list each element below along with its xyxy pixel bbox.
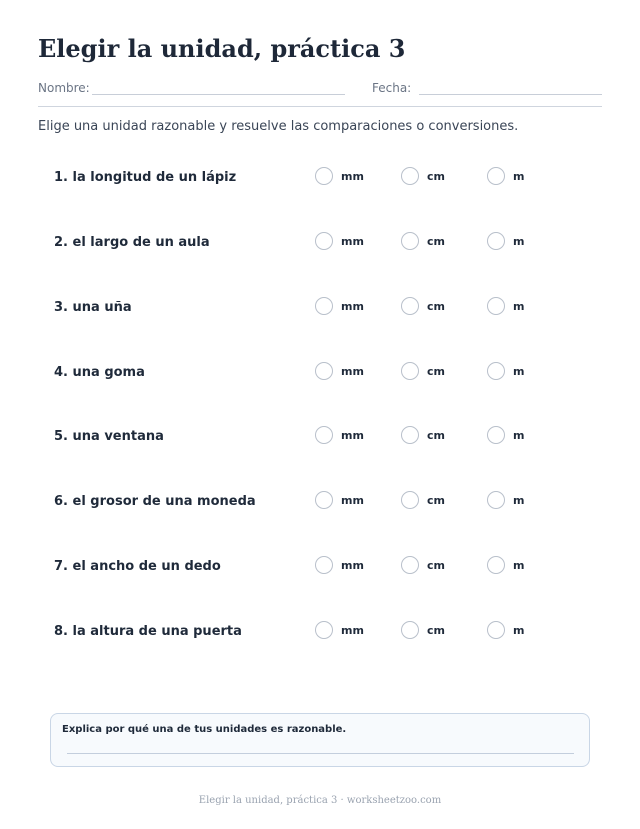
question-2: 2. el largo de un aula mm cm m [54, 232, 594, 254]
radio-button[interactable] [315, 362, 333, 380]
date-field[interactable] [419, 94, 602, 95]
radio-button[interactable] [401, 491, 419, 509]
radio-button[interactable] [315, 167, 333, 185]
radio-button[interactable] [401, 362, 419, 380]
radio-button[interactable] [315, 426, 333, 444]
radio-button[interactable] [315, 232, 333, 250]
radio-button[interactable] [487, 621, 505, 639]
question-text: 2. el largo de un aula [54, 235, 210, 250]
radio-button[interactable] [315, 297, 333, 315]
question-7: 7. el ancho de un dedo mm cm m [54, 556, 594, 578]
question-text: 8. la altura de una puerta [54, 624, 242, 639]
explanation-prompt: Explica por qué una de tus unidades es razonable. [62, 724, 347, 735]
explanation-box [50, 713, 590, 767]
radio-button[interactable] [487, 556, 505, 574]
radio-button[interactable] [487, 232, 505, 250]
radio-button[interactable] [315, 556, 333, 574]
radio-button[interactable] [401, 556, 419, 574]
radio-button[interactable] [315, 491, 333, 509]
page-title: Elegir la unidad, práctica 3 [38, 34, 406, 63]
question-3: 3. una uña mm cm m [54, 297, 594, 319]
question-text: 7. el ancho de un dedo [54, 559, 221, 574]
question-text: 6. el grosor de una moneda [54, 494, 256, 509]
question-text: 4. una goma [54, 365, 145, 380]
date-label: Fecha: [372, 81, 412, 95]
radio-button[interactable] [487, 297, 505, 315]
radio-button[interactable] [487, 491, 505, 509]
question-6: 6. el grosor de una moneda mm cm m [54, 491, 594, 513]
instructions: Elige una unidad razonable y resuelve las comparaciones o conversiones. [38, 119, 519, 134]
question-4: 4. una goma mm cm m [54, 362, 594, 384]
question-text: 3. una uña [54, 300, 132, 315]
page-footer: Elegir la unidad, práctica 3 · worksheetzoo.com [198, 795, 442, 806]
name-label: Nombre: [38, 81, 90, 95]
radio-button[interactable] [487, 426, 505, 444]
radio-button[interactable] [315, 621, 333, 639]
explanation-answer-line[interactable] [67, 753, 574, 754]
radio-button[interactable] [487, 362, 505, 380]
question-8: 8. la altura de una puerta mm cm m [54, 621, 594, 643]
question-1: 1. la longitud de un lápiz mm cm m [54, 167, 594, 189]
name-date-row [38, 80, 602, 96]
radio-button[interactable] [401, 167, 419, 185]
radio-button[interactable] [401, 297, 419, 315]
name-field[interactable] [92, 94, 345, 95]
radio-button[interactable] [487, 167, 505, 185]
question-5: 5. una ventana mm cm m [54, 426, 594, 448]
question-text: 5. una ventana [54, 429, 164, 444]
radio-button[interactable] [401, 426, 419, 444]
radio-button[interactable] [401, 232, 419, 250]
question-text: 1. la longitud de un lápiz [54, 170, 237, 185]
header-divider [38, 106, 602, 107]
radio-button[interactable] [401, 621, 419, 639]
